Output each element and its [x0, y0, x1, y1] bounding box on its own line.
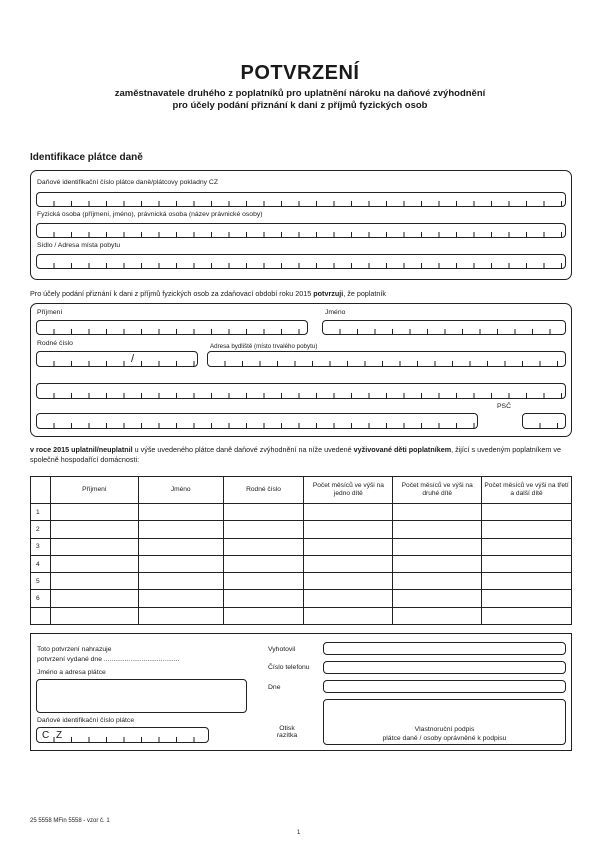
table-header-months-first-child: Počet měsíců ve výši na jedno dítě: [304, 477, 393, 504]
taxpayer-birth-number-field[interactable]: [36, 351, 198, 367]
form-subtitle-line1: zaměstnavatele druhého z poplatníků pro uplatnění nároku na daňové zvýhodnění: [114, 88, 486, 99]
form-subtitle-line2: pro účely podání přiznání k dani z příjmů fyzických osob: [172, 100, 428, 111]
payer-identification-box: [30, 170, 572, 280]
issued-by-label: Vyhotovil: [268, 646, 296, 653]
phone-label: Číslo telefonu: [268, 664, 310, 671]
cell-birth-number[interactable]: [223, 504, 304, 521]
table-header-first-name: Jméno: [138, 477, 223, 504]
cell-months-first[interactable]: [304, 555, 393, 572]
row-index: 4: [31, 555, 51, 572]
date-field[interactable]: [323, 680, 566, 693]
table-header-months-third-child: Počet měsíců ve výši na třetí a další dítě: [482, 477, 572, 504]
form-title: POTVRZENÍ: [240, 62, 360, 84]
footer-box: [30, 633, 572, 751]
payer-name-address-field[interactable]: [36, 679, 247, 713]
payer-name-field[interactable]: [36, 223, 566, 238]
claim-text: [30, 445, 575, 465]
row-index: 2: [31, 521, 51, 538]
taxpayer-address-field-3[interactable]: [36, 413, 478, 429]
stamp-label-line1: Otisk: [279, 725, 295, 732]
cell-first-name[interactable]: [138, 555, 223, 572]
taxpayer-address-field-1[interactable]: [207, 351, 566, 367]
payer-name-address-label: Jméno a adresa plátce: [37, 669, 106, 676]
cell-months-second[interactable]: [393, 555, 482, 572]
taxpayer-address-field-2[interactable]: [36, 383, 566, 399]
cell-first-name[interactable]: [138, 521, 223, 538]
cell-months-first[interactable]: [304, 538, 393, 555]
cell-birth-number[interactable]: [223, 590, 304, 607]
claim-text-bold-year: v roce 2015 uplatnil/neuplatnil: [30, 445, 133, 454]
table-row: [31, 590, 572, 607]
cell-months-third[interactable]: [482, 521, 572, 538]
birth-number-separator: /: [131, 353, 135, 365]
cell-birth-number[interactable]: [223, 521, 304, 538]
claim-text-bold-children: vyživované děti poplatníkem: [353, 445, 452, 454]
intro-text-bold: potvrzuji: [313, 289, 344, 298]
cell-surname[interactable]: [50, 504, 138, 521]
cell-surname[interactable]: [50, 555, 138, 572]
cell-months-second[interactable]: [393, 504, 482, 521]
cell-birth-number[interactable]: [223, 555, 304, 572]
cell-birth-number[interactable]: [223, 538, 304, 555]
taxpayer-zip-field[interactable]: [522, 413, 566, 429]
cell-months-third[interactable]: [482, 538, 572, 555]
cell-first-name[interactable]: [138, 607, 223, 624]
table-row: [31, 538, 572, 555]
cell-months-second[interactable]: [393, 538, 482, 555]
taxpayer-birth-number-label: Rodné číslo: [37, 340, 73, 347]
table-row: [31, 521, 572, 538]
cell-months-first[interactable]: [304, 504, 393, 521]
cell-months-second[interactable]: [393, 607, 482, 624]
form-code: 25 5558 MFin 5558 - vzor č. 1: [30, 818, 110, 824]
table-header-months-second-child: Počet měsíců ve výši na druhé dítě: [393, 477, 482, 504]
cell-months-first[interactable]: [304, 607, 393, 624]
cell-birth-number[interactable]: [223, 573, 304, 590]
signature-label-line1: Vlastnoruční podpis: [414, 726, 475, 733]
payer-address-field[interactable]: [36, 254, 566, 269]
taxpayer-surname-label: Příjmení: [37, 309, 63, 316]
table-row: [31, 555, 572, 572]
signature-field[interactable]: [323, 699, 566, 745]
payer-name-label: Fyzická osoba (příjmení, jméno), právnická osoba (název právnické osoby): [37, 211, 263, 218]
phone-field[interactable]: [323, 661, 566, 674]
cell-first-name[interactable]: [138, 538, 223, 555]
intro-text: [30, 289, 386, 299]
cell-months-second[interactable]: [393, 573, 482, 590]
taxpayer-zip-label: PSČ: [497, 403, 511, 410]
cell-surname[interactable]: [50, 590, 138, 607]
row-index: 1: [31, 504, 51, 521]
cell-months-third[interactable]: [482, 555, 572, 572]
replaces-label-line2[interactable]: potvrzení vydané dne ........................................: [37, 656, 180, 663]
payer-dic-field[interactable]: [36, 192, 566, 207]
table-header-surname: Příjmení: [50, 477, 138, 504]
intro-text-end: , že poplatník: [343, 289, 386, 298]
taxpayer-box: [30, 303, 572, 437]
date-label: Dne: [268, 684, 281, 691]
cell-surname[interactable]: [50, 538, 138, 555]
cell-months-third[interactable]: [482, 590, 572, 607]
taxpayer-surname-field[interactable]: [36, 320, 308, 335]
page-number: 1: [297, 830, 301, 836]
replaces-label-line1: Toto potvrzení nahrazuje: [37, 646, 112, 653]
cell-surname[interactable]: [50, 607, 138, 624]
children-table: [30, 476, 572, 625]
cell-first-name[interactable]: [138, 573, 223, 590]
claim-text-end: , žijící s uvedeným poplatníkem ve společně hospodařící domácnosti:: [30, 445, 561, 464]
dic-prefix: C Z: [42, 730, 65, 741]
cell-surname[interactable]: [50, 521, 138, 538]
cell-months-second[interactable]: [393, 590, 482, 607]
cell-months-first[interactable]: [304, 521, 393, 538]
cell-surname[interactable]: [50, 573, 138, 590]
payer-dic-label: Daňové identifikační číslo plátce daně/plátcovy pokladny CZ: [37, 179, 218, 186]
row-index: 3: [31, 538, 51, 555]
signature-label-line2: plátce daně / osoby oprávněné k podpisu: [382, 735, 507, 742]
payer-address-label: Sídlo / Adresa místa pobytu: [37, 242, 121, 249]
cell-months-second[interactable]: [393, 521, 482, 538]
row-index: 5: [31, 573, 51, 590]
cell-months-third[interactable]: [482, 573, 572, 590]
table-row: [31, 573, 572, 590]
claim-text-middle: u výše uvedeného plátce daně daňové zvýhodnění na níže uvedené: [132, 445, 354, 454]
cell-months-first[interactable]: [304, 573, 393, 590]
children-table-header-row: [31, 477, 572, 504]
footer-payer-dic-label: Daňové identifikační číslo plátce: [37, 717, 135, 724]
footer-payer-dic-field[interactable]: [36, 727, 209, 743]
stamp-label: [275, 725, 299, 739]
taxpayer-first-name-label: Jméno: [325, 309, 346, 316]
intro-text-start: Pro účely podání přiznání k dani z příjmů fyzických osob za zdaňovací období roku 2015: [30, 289, 314, 298]
row-index: 6: [31, 590, 51, 607]
stamp-label-line2: razítka: [276, 732, 298, 739]
cell-months-third[interactable]: [482, 504, 572, 521]
cell-months-first[interactable]: [304, 590, 393, 607]
cell-months-third[interactable]: [482, 607, 572, 624]
taxpayer-address-label: Adresa bydliště (místo trvalého pobytu): [210, 343, 318, 350]
cell-first-name[interactable]: [138, 504, 223, 521]
table-header-index: [31, 477, 51, 504]
taxpayer-first-name-field[interactable]: [322, 320, 566, 335]
table-row: [31, 504, 572, 521]
table-header-birth-number: Rodné číslo: [223, 477, 304, 504]
cell-first-name[interactable]: [138, 590, 223, 607]
row-index: [31, 607, 51, 624]
cell-birth-number[interactable]: [223, 607, 304, 624]
table-row: [31, 607, 572, 624]
section-heading-payer: Identifikace plátce daně: [30, 152, 143, 163]
issued-by-field[interactable]: [323, 642, 566, 655]
